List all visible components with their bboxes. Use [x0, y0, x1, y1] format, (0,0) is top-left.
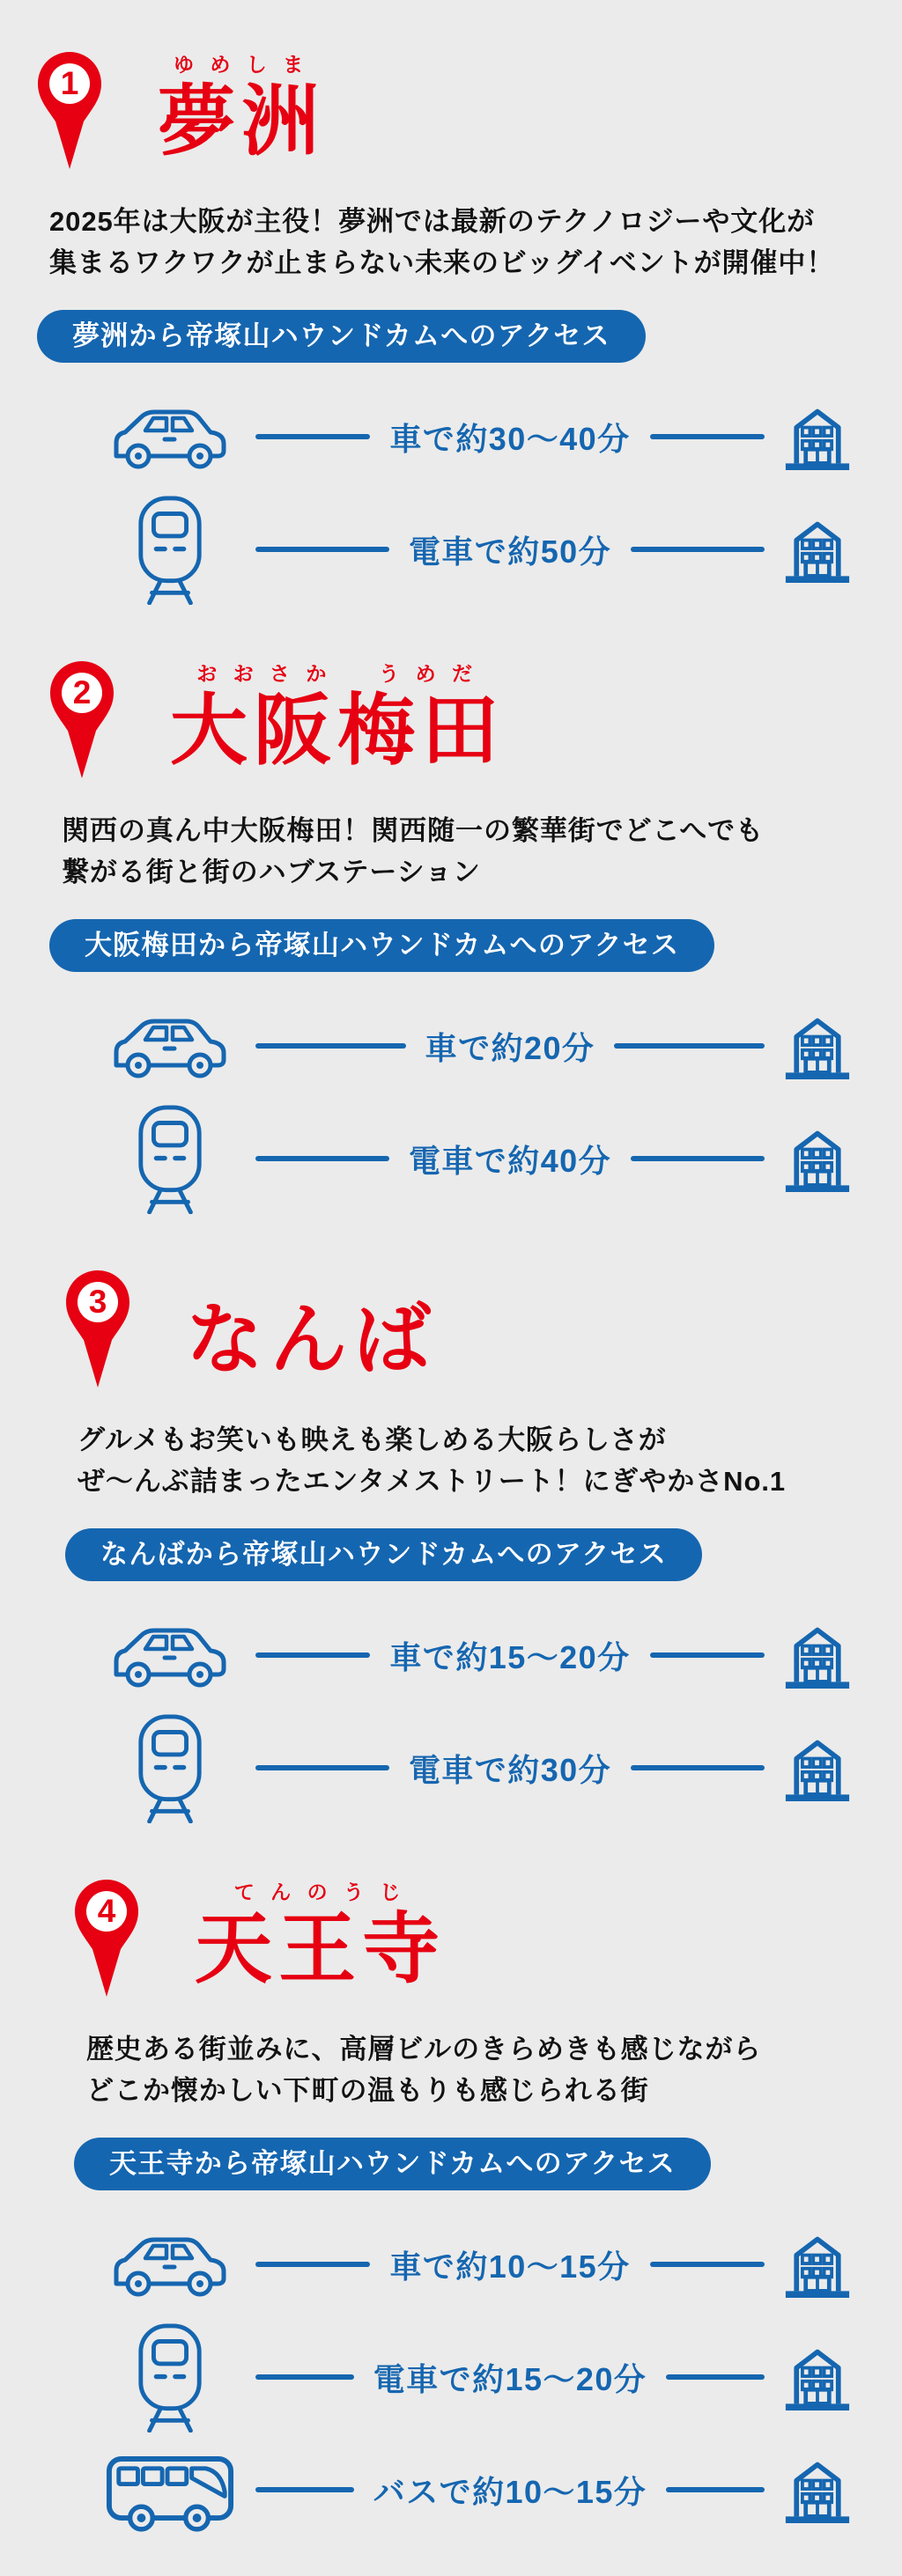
furigana-label: おおさか うめだ — [196, 662, 489, 685]
route-row-train — [0, 1102, 902, 1215]
connector-line — [650, 1652, 765, 1658]
furigana-label: ゆめしま — [173, 53, 320, 76]
area-description — [49, 201, 902, 283]
route-row-car — [0, 380, 902, 493]
description-line-2: 繋がる街と街のハブステーション — [62, 857, 481, 887]
connector-line — [614, 1043, 765, 1049]
area-section-4-tennoji — [0, 1879, 902, 2546]
car-icon — [108, 1007, 232, 1085]
area-title-block — [152, 51, 326, 165]
building-icon — [784, 1012, 851, 1080]
description-line-2: 集まるワクワクが止まらない未来のビッグイベントが開催中！ — [49, 247, 835, 278]
connector-line — [631, 1765, 765, 1770]
area-section-1-yumeshima — [0, 51, 902, 606]
route-row-train — [0, 2321, 902, 2433]
route-row-bus — [0, 2433, 902, 2546]
connector-line — [255, 2487, 354, 2492]
area-section-2-osaka-umeda — [0, 660, 902, 1215]
route-time: 車で約30～40分 — [389, 420, 631, 457]
car-icon — [108, 398, 232, 475]
area-title-block — [180, 1270, 438, 1383]
access-label-badge: なんばから帝塚山ハウンドカムへのアクセス — [65, 1528, 702, 1581]
train-icon — [134, 495, 206, 605]
description-line-1: 歴史ある街並みに、高層ビルのきらめきも感じながら — [86, 2034, 762, 2064]
connector-line — [631, 547, 765, 552]
route-time: 電車で約50分 — [408, 533, 612, 570]
building-icon — [784, 2343, 851, 2411]
map-pin-icon — [49, 660, 115, 780]
furigana-label — [180, 1270, 437, 1296]
building-icon — [784, 2455, 851, 2524]
connector-line — [650, 434, 765, 439]
building-icon — [784, 1124, 851, 1193]
route-time: 車で約20分 — [425, 1029, 595, 1066]
bus-icon — [105, 2448, 235, 2532]
area-description — [62, 810, 902, 893]
description-line-1: グルメもお笑いも映えも楽しめる大阪らしさが — [78, 1424, 667, 1455]
area-section-3-namba — [0, 1270, 902, 1824]
area-header — [0, 660, 902, 780]
connector-line — [650, 2262, 765, 2267]
building-icon — [784, 1733, 851, 1802]
route-list — [0, 380, 902, 606]
connector-line — [255, 2262, 370, 2267]
description-line-2: ぜ～んぶ詰まったエンタメストリート！にぎやかさNo.1 — [78, 1466, 787, 1497]
train-icon — [134, 1104, 206, 1214]
route-row-car — [0, 990, 902, 1102]
car-icon — [108, 2226, 232, 2303]
route-row-train — [0, 1711, 902, 1824]
route-time: バスで約10～15分 — [373, 2473, 647, 2510]
area-title: 夢洲 — [158, 77, 326, 165]
area-title: 大阪梅田 — [170, 687, 506, 774]
area-header — [0, 1270, 902, 1389]
map-pin-icon — [37, 51, 102, 171]
connector-line — [255, 1156, 389, 1161]
route-time: 車で約10～15分 — [389, 2248, 631, 2285]
route-time: 電車で約15～20分 — [373, 2360, 647, 2397]
connector-line — [255, 1765, 389, 1770]
access-label-badge: 天王寺から帝塚山ハウンドカムへのアクセス — [74, 2138, 711, 2190]
description-line-1: 2025年は大阪が主役！夢洲では最新のテクノロジーや文化が — [49, 206, 816, 237]
connector-line — [666, 2487, 765, 2492]
svg-text:2: 2 — [72, 674, 92, 710]
area-header — [0, 1879, 902, 1998]
train-icon — [134, 2322, 206, 2432]
route-row-car — [0, 2208, 902, 2321]
route-list — [0, 990, 902, 1215]
train-icon — [134, 1713, 206, 1823]
connector-line — [255, 1043, 406, 1049]
connector-line — [255, 1652, 370, 1658]
map-pin-icon — [74, 1879, 139, 1998]
route-list — [0, 1599, 902, 1824]
car-icon — [108, 1616, 232, 1694]
access-label-badge: 夢洲から帝塚山ハウンドカムへのアクセス — [37, 310, 646, 363]
route-time: 電車で約30分 — [408, 1751, 612, 1788]
building-icon — [784, 402, 851, 471]
building-icon — [784, 2230, 851, 2299]
building-icon — [784, 515, 851, 584]
area-description — [86, 2028, 902, 2111]
connector-line — [255, 434, 370, 439]
area-header — [0, 51, 902, 171]
route-time: 電車で約40分 — [408, 1142, 612, 1179]
route-time: 車で約15～20分 — [389, 1638, 631, 1675]
area-title-block — [164, 660, 506, 774]
access-label-badge: 大阪梅田から帝塚山ハウンドカムへのアクセス — [49, 919, 714, 972]
svg-text:1: 1 — [60, 65, 79, 101]
connector-line — [666, 2374, 765, 2380]
description-line-1: 関西の真ん中大阪梅田！関西随一の繁華街でどこへでも — [62, 815, 765, 846]
route-row-train — [0, 493, 902, 606]
connector-line — [255, 547, 389, 552]
route-list — [0, 2208, 902, 2546]
furigana-label: てんのうじ — [233, 1880, 417, 1903]
area-description — [78, 1419, 902, 1502]
area-title-block — [189, 1879, 446, 1990]
description-line-2: どこか懐かしい下町の温もりも感じられる街 — [86, 2075, 649, 2106]
svg-text:4: 4 — [97, 1893, 116, 1929]
building-icon — [784, 1621, 851, 1689]
connector-line — [255, 2374, 354, 2380]
area-title: なんば — [186, 1296, 438, 1383]
svg-text:3: 3 — [88, 1284, 107, 1320]
route-row-car — [0, 1599, 902, 1711]
connector-line — [631, 1156, 765, 1161]
map-pin-icon — [65, 1270, 130, 1389]
area-title: 天王寺 — [195, 1905, 447, 1992]
